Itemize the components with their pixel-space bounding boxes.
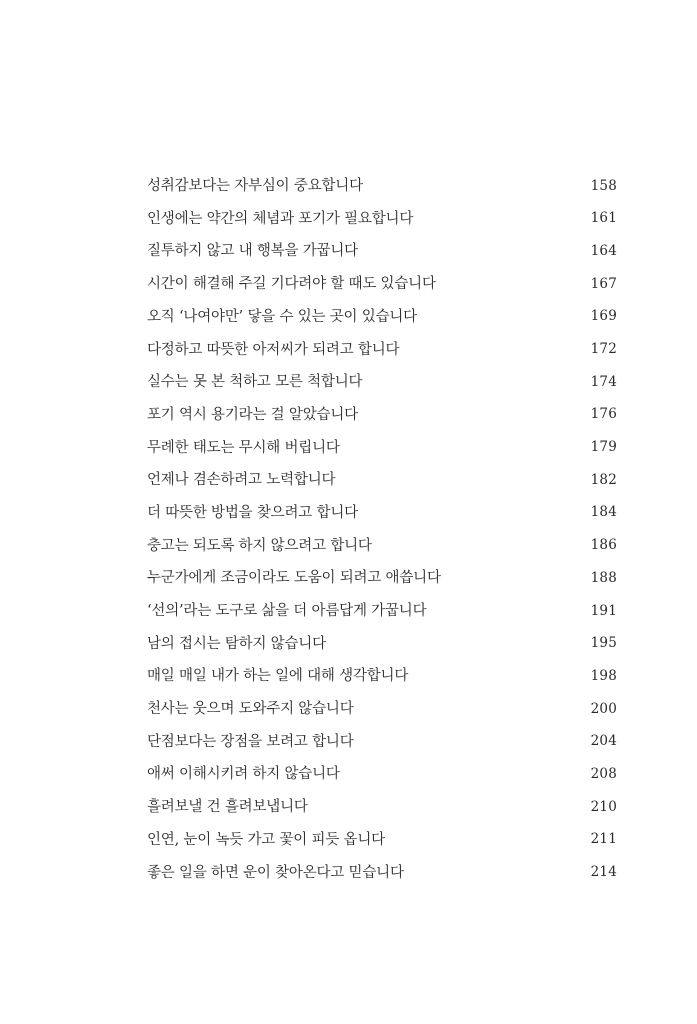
toc-entry[interactable] (147, 791, 617, 824)
toc-entry-page: 208 (590, 765, 617, 782)
toc-entry-page: 198 (590, 667, 617, 684)
toc-entry[interactable] (147, 366, 617, 399)
toc-entry-title: 더 따뜻한 방법을 찾으려고 합니다 (147, 504, 358, 521)
toc-entry[interactable] (147, 170, 617, 203)
toc-entry[interactable] (147, 235, 617, 268)
toc-entry-title: 시간이 해결해 주길 기다려야 할 때도 있습니다 (147, 276, 436, 293)
toc-entry-page: 191 (590, 602, 617, 619)
toc-entry-title: 단점보다는 장점을 보려고 합니다 (147, 733, 354, 750)
toc-entry[interactable] (147, 628, 617, 661)
toc-entry-title: 성취감보다는 자부심이 중요합니다 (147, 178, 363, 195)
toc-entry[interactable] (147, 399, 617, 432)
toc-entry-title: 인연, 눈이 녹듯 가고 꽃이 피듯 옵니다 (147, 831, 385, 848)
toc-entry-page: 167 (590, 275, 617, 292)
table-of-contents (147, 170, 617, 889)
toc-entry-title: 실수는 못 본 척하고 모른 척합니다 (147, 374, 363, 391)
toc-entry[interactable] (147, 464, 617, 497)
toc-entry-page: 214 (590, 864, 617, 881)
toc-entry-page: 211 (590, 831, 617, 848)
toc-entry[interactable] (147, 595, 617, 628)
toc-entry-page: 179 (590, 439, 617, 456)
toc-entry-page: 174 (590, 373, 617, 390)
toc-entry[interactable] (147, 301, 617, 334)
toc-entry-page: 164 (590, 242, 617, 259)
toc-entry-title: 남의 접시는 탐하지 않습니다 (147, 635, 326, 652)
toc-entry-page: 161 (590, 210, 617, 227)
toc-entry[interactable] (147, 203, 617, 236)
toc-entry[interactable] (147, 432, 617, 465)
toc-entry-title: ‘선의’라는 도구로 삶을 더 아름답게 가꿉니다 (147, 603, 427, 620)
toc-entry-page: 182 (590, 471, 617, 488)
toc-entry-title: 무례한 태도는 무시해 버립니다 (147, 439, 340, 456)
toc-entry[interactable] (147, 333, 617, 366)
toc-entry-page: 169 (590, 308, 617, 325)
toc-entry-page: 188 (590, 569, 617, 586)
toc-entry[interactable] (147, 856, 617, 889)
toc-entry-page: 176 (590, 406, 617, 423)
toc-entry-title: 매일 매일 내가 하는 일에 대해 생각합니다 (147, 668, 409, 685)
toc-entry-page: 210 (590, 798, 617, 815)
toc-entry-page: 158 (590, 177, 617, 194)
toc-entry-page: 200 (590, 700, 617, 717)
toc-entry-title: 질투하지 않고 내 행복을 가꿉니다 (147, 243, 358, 260)
toc-entry[interactable] (147, 562, 617, 595)
toc-entry[interactable] (147, 824, 617, 857)
toc-entry-title: 포기 역시 용기라는 걸 알았습니다 (147, 406, 358, 423)
toc-entry-page: 184 (590, 504, 617, 521)
toc-entry-page: 172 (590, 341, 617, 358)
toc-entry[interactable] (147, 758, 617, 791)
toc-entry-title: 언제나 겸손하려고 노력합니다 (147, 472, 336, 489)
toc-entry[interactable] (147, 497, 617, 530)
toc-entry-title: 충고는 되도록 하지 않으려고 합니다 (147, 537, 372, 554)
toc-entry-page: 195 (590, 635, 617, 652)
toc-entry-page: 204 (590, 733, 617, 750)
toc-entry[interactable] (147, 268, 617, 301)
toc-entry-page: 186 (590, 537, 617, 554)
toc-entry-title: 인생에는 약간의 체념과 포기가 필요합니다 (147, 210, 414, 227)
toc-entry[interactable] (147, 726, 617, 759)
toc-entry-title: 누군가에게 조금이라도 도움이 되려고 애씁니다 (147, 570, 441, 587)
toc-entry[interactable] (147, 660, 617, 693)
toc-entry-title: 좋은 일을 하면 운이 찾아온다고 믿습니다 (147, 864, 404, 881)
toc-entry[interactable] (147, 693, 617, 726)
toc-entry-title: 다정하고 따뜻한 아저씨가 되려고 합니다 (147, 341, 400, 358)
toc-entry-title: 오직 ‘나여야만’ 닿을 수 있는 곳이 있습니다 (147, 308, 417, 325)
toc-entry[interactable] (147, 530, 617, 563)
toc-entry-title: 천사는 웃으며 도와주지 않습니다 (147, 701, 354, 718)
toc-entry-title: 애써 이해시키려 하지 않습니다 (147, 766, 340, 783)
toc-entry-title: 흘려보낼 건 흘려보냅니다 (147, 799, 308, 816)
